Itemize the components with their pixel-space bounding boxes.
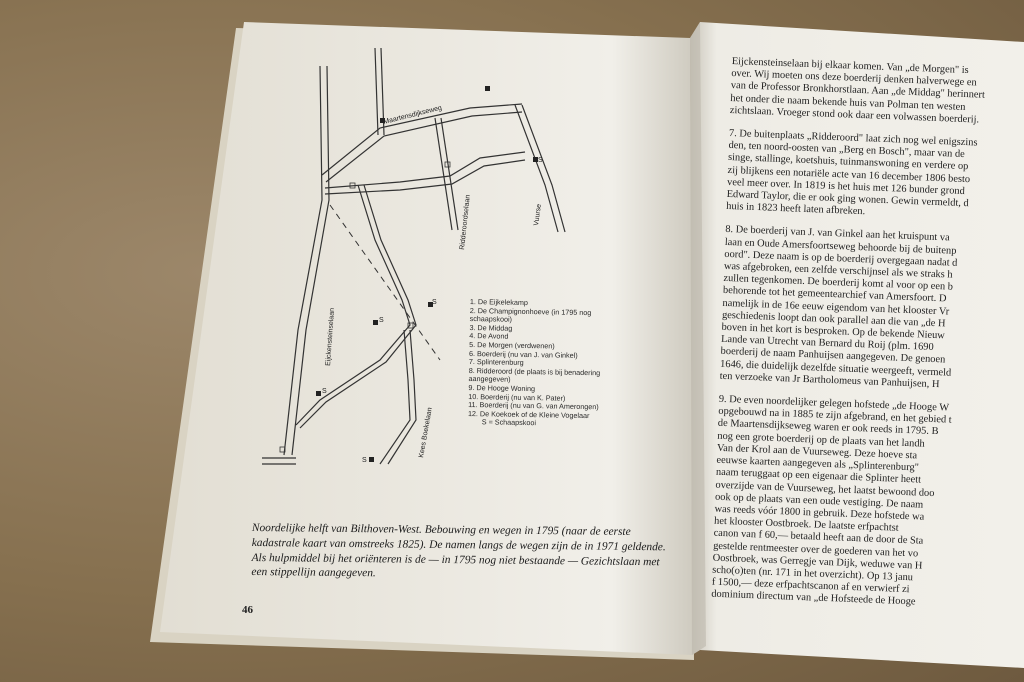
legend-item: S = Schaapskooi — [481, 417, 537, 428]
legend-item: 10. Boerderij (nu van K. Pater) — [468, 391, 566, 403]
map-label-s3: S — [322, 388, 327, 395]
legend-item: 12. De Koekoek of de Kleine Vogelaar — [467, 408, 590, 420]
legend-item: 1. De Eijkelekamp — [469, 297, 528, 308]
road-label-bottom: Kees Boekelaan — [418, 406, 434, 459]
map-label-s5: S — [538, 157, 543, 164]
legend-item: 3. De Middag — [469, 322, 513, 333]
page-number: 46 — [242, 604, 253, 616]
legend-item: 8. Ridderoord (de plaats is bij benadering aangegeven) — [468, 365, 601, 385]
legend-item: 9. De Hooge Woning — [468, 382, 536, 394]
legend-item: 4. De Avond — [469, 331, 509, 342]
right-page-text — [711, 56, 1024, 624]
map-caption: Noordelijke helft van Bilthoven-West. Bebouwing en wegen in 1795 (naar de eerste kadastrale kaart van omstreeks 1825). De namen langs de wegen zijn de in 1971 geldende. Als hulpmiddel bij het oriënteren is de — in 1795 nog niet bestaande — Gezichtslaan met een stippellijn aangegeven. — [251, 521, 666, 580]
paragraph: 8. De boerderij van J. van Ginkel aan het kruispunt va laan en Oude Amersfoortseweg behoorde bij de buitenp oord". Deze naam is op de boerderij overgegaan nadat d was afgebroken, een zelfde verschijnsel als we straks h zullen tegenkomen. De boerderij komt al voor op een b behorende tot het gemeentearchief van Amersfoort. D namelijk in de 16e eeuw eigendom van het klooster Vr geschiedenis loopt dan ook parallel aan die van „de H boven in het kort is besproken. Op de bekende Nieuw Lande van Utrecht van Bernard du Roij (plm. 1690 boerderij de naam Panhuijsen aangegeven. De genoen 1646, die duidelijk dezelfde situatie weergeeft, vermeld ten verzoeke van Jr Bartholomeus van Panhuijsen, H — [719, 224, 958, 391]
paragraph: Eijckensteinselaan bij elkaar komen. Van „de Morgen" is over. Wij moeten ons deze boerderij denken halverwege en van de Professor Bronkhorstlaan. Aan „de Middag" herinnert het onder die naam bekende huis van Polman ten westen zichtslaan. Vroeger stond ook daar een volwassen boerderij. — [729, 56, 986, 126]
road-label-top: Maartensdijkseweg — [382, 104, 443, 126]
map-label-s2: S — [432, 299, 437, 306]
legend-item: 6. Boerderij (nu van J. van Ginkel) — [468, 348, 578, 360]
road-label-mid: Ridderoordselaan — [459, 194, 472, 251]
legend-item: 7. Splinterenburg — [468, 357, 524, 368]
paragraph: 7. De buitenplaats „Ridderoord" laat zich nog wel enigszins den, ten noord-oosten van „Berg en Bosch", maar van de singe, stallinge, koetshuis, tuinmanswoning en verdere op zij blijkens een notariële acte van 16 december 1806 besto veel meer over. In 1819 is het huis met 126 bunder grond Edward Taylor, die er ook ging wonen. Gewin vermeldt, d huis in 1823 heeft laten afbreken. — [726, 127, 978, 218]
legend-item: 11. Boerderij (nu van G. van Amerongen) — [468, 400, 599, 412]
road-label-right: Vuurse — [533, 203, 544, 227]
map-label-s1: S — [379, 317, 384, 324]
map-label-s4: S — [362, 457, 367, 464]
legend-item: 2. De Champignonhoeve (in 1795 nog schaapskooi) — [469, 305, 592, 324]
legend-item: 5. De Morgen (verdwenen) — [469, 339, 555, 351]
paragraph: 9. De even noordelijker gelegen hofstede „de Hooge W opgebouwd na in 1885 te zijn afgebrand, en het gebied t de Maartensdijkseweg waren er ook reeds in 1795. B nog een grote boerderij op de plaats van het landh Van der Krol aan de Vuurseweg. Deze hoeve sta eeuwse kaarten aangegeven als „Splinterenburg" naam teruggaat op een eigenaar die Splinter heett overzijde van de Vuurseweg, het laatst bewoond doo ook op de plaats van een oude vestiging. De naam was reeds vóór 1800 in gebruik. Deze hofstede wa het klooster Oostbroek. De laatste erfpachtst canon van f 60,— betaald heeft aan de door de Sta gestelde rentmeester over de goederen van het vo Oostbroek, was Gerregje van Dijk, weduwe van H scho(o)ten (nr. 171 in het overzicht). Op 13 janu f 1500,— deze erfpachtscanon af en verwierf zi dominium directum van „de Hofsteede de Hooge — [711, 393, 952, 608]
road-label-left: Eijckensteinselaan — [325, 307, 337, 367]
map-legend — [468, 298, 610, 429]
